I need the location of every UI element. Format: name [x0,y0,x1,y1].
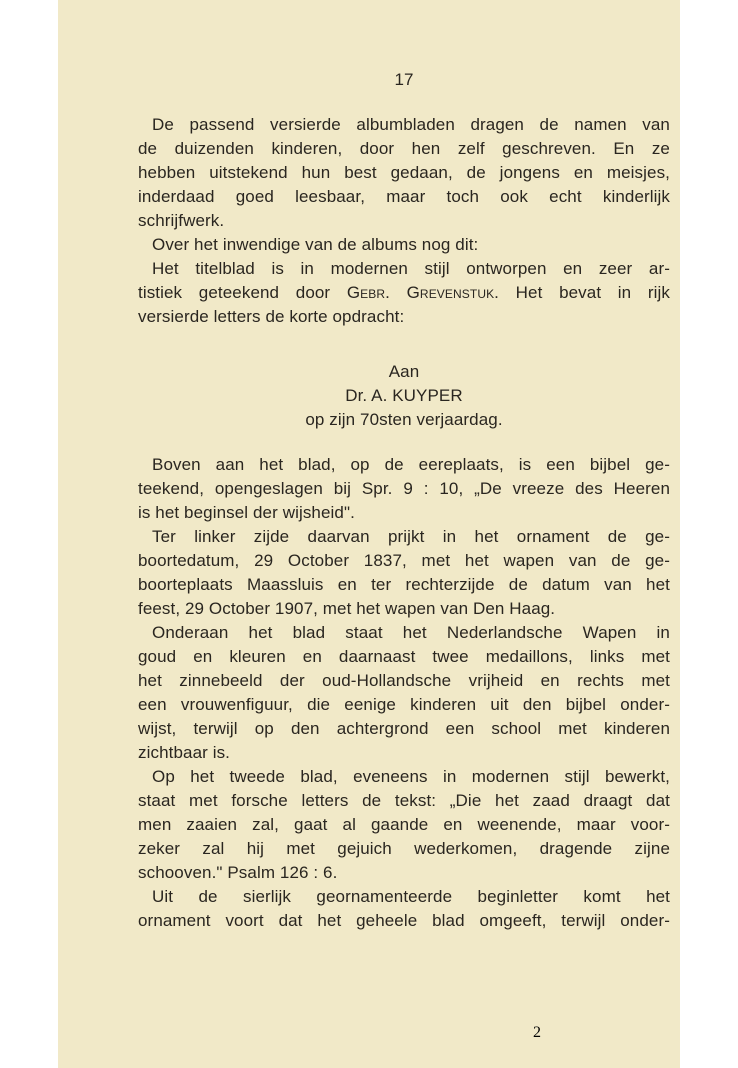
signature-mark: 2 [533,1024,541,1041]
text-fragment: Het bevat in rijk [499,283,671,302]
text-line: boorteplaats Maassluis en ter rechterzijde de datum van het [138,575,670,594]
book-page [58,0,680,1068]
paragraph-6 [138,621,670,765]
dedication-line-1: Aan [388,362,420,381]
text-line: boortedatum, 29 October 1837, met het wapen van de ge- [138,551,670,570]
text-line: Op het tweede blad, eveneens in modernen stijl bewerkt, [152,767,670,786]
text-line: zichtbaar is. [138,743,231,762]
text-line: feest, 29 October 1907, met het wapen van Den Haag. [138,599,556,618]
text-line: Over het inwendige van de albums nog dit: [152,235,479,254]
dedication-line-2: Dr. A. KUYPER [345,386,463,405]
text-line: hebben uitstekend hun best gedaan, de jongens en meisjes, [138,163,670,182]
paragraph-2 [138,233,670,257]
paragraph-1 [138,113,670,233]
text-line: versierde letters de korte opdracht: [138,307,405,326]
text-fragment: tistiek geteekend door [138,283,347,302]
paragraph-7 [138,765,670,885]
text-line: het zinnebeeld der oud-Hollandsche vrijheid en rechts met [138,671,670,690]
paragraph-3 [138,257,670,329]
text-line: ornament voort dat het geheele blad omgeeft, terwijl onder- [138,911,670,930]
paragraph-4 [138,453,670,525]
paragraph-8 [138,885,670,933]
text-line: schooven." Psalm 126 : 6. [138,863,338,882]
page-number: 17 [394,70,414,89]
text-line: Ter linker zijde daarvan prijkt in het ornament de ge- [152,527,670,546]
text-line: teekend, opengeslagen bij Spr. 9 : 10, „De vreeze des Heeren [138,479,670,498]
text-line: is het beginsel der wijsheid". [138,503,355,522]
text-line: Uit de sierlijk geornamenteerde beginletter komt het [152,887,670,906]
text-line: goud en kleuren en daarnaast twee medaillons, links met [138,647,670,666]
text-line: De passend versierde albumbladen dragen de namen van [152,115,670,134]
text-line: Onderaan het blad staat het Nederlandsche Wapen in [152,623,670,642]
text-line: schrijfwerk. [138,211,225,230]
text-line: Het titelblad is in modernen stijl ontworpen en zeer ar- [152,259,670,278]
text-line: de duizenden kinderen, door hen zelf geschreven. En ze [138,139,670,158]
text-line: wijst, terwijl op den achtergrond een school met kinderen [138,719,670,738]
paragraph-5 [138,525,670,621]
text-line: men zaaien zal, gaat al gaande en weenende, maar voor- [138,815,670,834]
text-line: zeker zal hij met gejuich wederkomen, dragende zijne [138,839,670,858]
text-line: een vrouwenfiguur, die eenige kinderen uit den bijbel onder- [138,695,670,714]
text-line: Boven aan het blad, op de eereplaats, is een bijbel ge- [152,455,670,474]
author-name: Gebr. Grevenstuk. [346,283,500,302]
text-line-with-smallcaps [138,281,670,305]
dedication-line-3: op zijn 70sten verjaardag. [305,410,503,429]
text-line: staat met forsche letters de tekst: „Die het zaad draagt dat [138,791,670,810]
text-line: inderdaad goed leesbaar, maar toch ook echt kinderlijk [138,187,670,206]
